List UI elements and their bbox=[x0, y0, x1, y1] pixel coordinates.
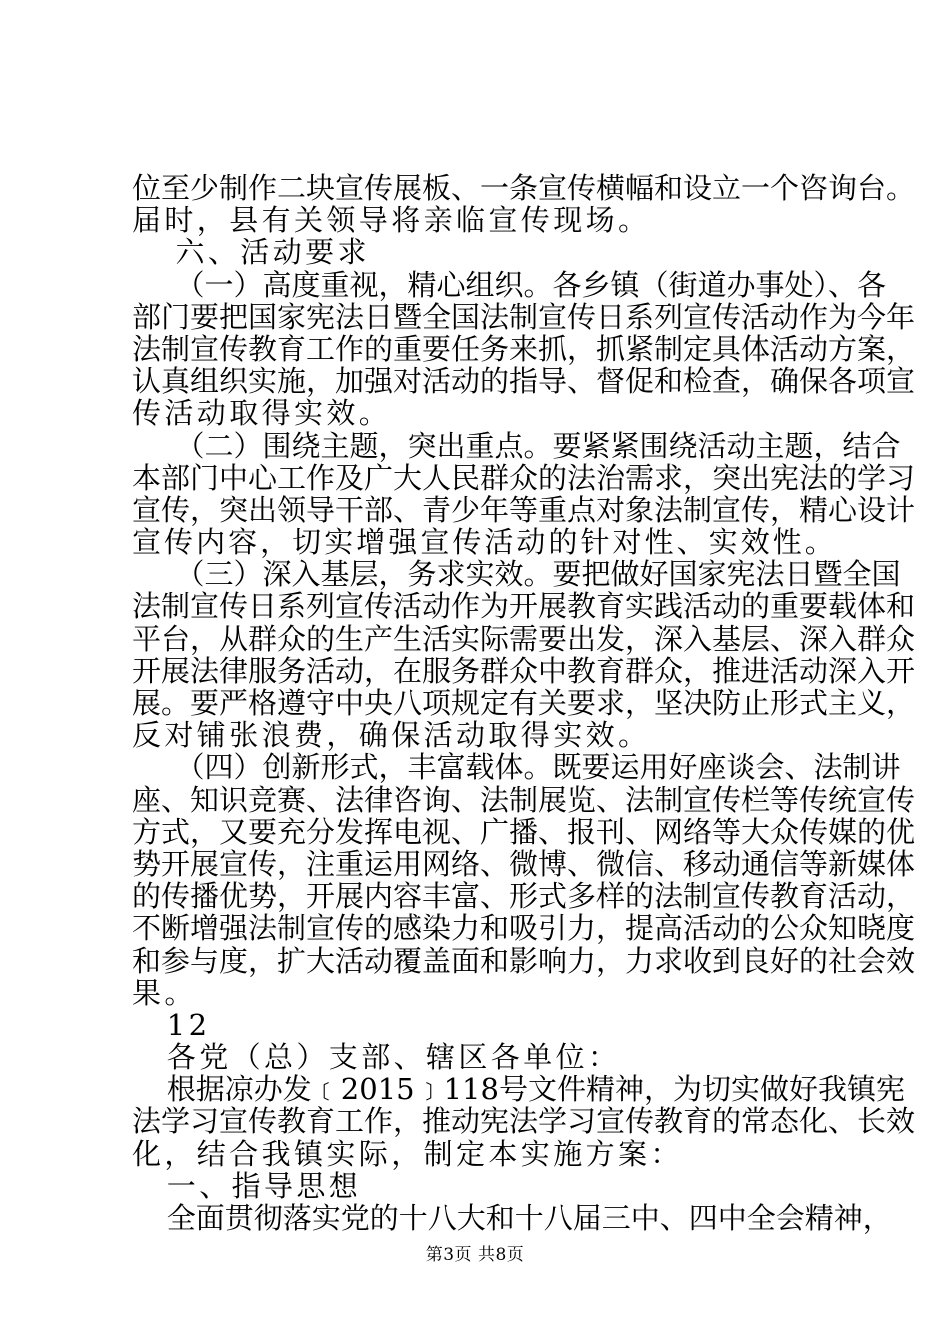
text-line: 的传播优势，开展内容丰富、形式多样的法制宣传教育活动， bbox=[132, 879, 916, 914]
page-number-label: 第3页 共8页 bbox=[425, 1245, 525, 1265]
text-line: （二）围绕主题，突出重点。要紧紧围绕活动主题，结合 bbox=[175, 428, 901, 463]
text-line: 部门要把国家宪法日暨全国法制宣传日系列宣传活动作为今年 bbox=[132, 299, 916, 334]
text-line: 座、知识竞赛、法律咨询、法制展览、法制宣传栏等传统宣传 bbox=[132, 782, 916, 817]
text-line: 法制宣传教育工作的重要任务来抓，抓紧制定具体活动方案， bbox=[132, 331, 916, 366]
text-line: 化，结合我镇实际，制定本实施方案： bbox=[132, 1136, 683, 1171]
text-line: 宣传内容，切实增强宣传活动的针对性、实效性。 bbox=[132, 525, 837, 560]
text-line: 本部门中心工作及广大人民群众的法治需求，突出宪法的学习 bbox=[132, 460, 916, 495]
text-line: 12 bbox=[166, 1007, 211, 1042]
text-line: 平台，从群众的生产生活实际需要出发，深入基层、深入群众 bbox=[132, 621, 916, 656]
text-line: 传活动取得实效。 bbox=[132, 396, 392, 431]
text-line: 展。要严格遵守中央八项规定有关要求，坚决防止形式主义， bbox=[132, 686, 916, 720]
page-footer bbox=[0, 1240, 950, 1265]
document-body bbox=[132, 171, 916, 1235]
text-line: 认真组织实施，加强对活动的指导、督促和检查，确保各项宣 bbox=[132, 364, 916, 399]
text-line: 不断增强法制宣传的感染力和吸引力，提高活动的公众知晓度 bbox=[132, 911, 916, 946]
text-line: 各党（总）支部、辖区各单位： bbox=[166, 1040, 621, 1075]
text-line: 势开展宣传，注重运用网络、微博、微信、移动通信等新媒体 bbox=[132, 846, 916, 881]
text-line: 六、活动要求 bbox=[175, 235, 370, 270]
text-line: 全面贯彻落实党的十八大和十八届三中、四中全会精神， bbox=[166, 1201, 892, 1235]
text-line: 和参与度，扩大活动覆盖面和影响力，力求收到良好的社会效 bbox=[132, 943, 916, 978]
text-line: 果。 bbox=[132, 975, 197, 1010]
text-line: 宣传，突出领导干部、青少年等重点对象法制宣传，精心设计 bbox=[132, 492, 916, 527]
text-line: （三）深入基层，务求实效。要把做好国家宪法日暨全国 bbox=[175, 557, 901, 592]
text-line: 法制宣传日系列宣传活动作为开展教育实践活动的重要载体和 bbox=[132, 589, 916, 624]
text-line: 位至少制作二块宣传展板、一条宣传横幅和设立一个咨询台。 bbox=[132, 171, 916, 205]
text-line: （一）高度重视，精心组织。各乡镇（街道办事处）、各 bbox=[175, 267, 887, 302]
text-line: 届时，县有关领导将亲临宣传现场。 bbox=[132, 203, 651, 238]
text-line: （四）创新形式，丰富载体。既要运用好座谈会、法制讲 bbox=[175, 750, 901, 785]
text-line: 一、指导思想 bbox=[166, 1168, 362, 1203]
text-line: 根据凉办发﹝2015﹞118号文件精神，为切实做好我镇宪 bbox=[166, 1072, 905, 1107]
text-line: 开展法律服务活动，在服务群众中教育群众，推进活动深入开 bbox=[132, 653, 916, 688]
text-line: 方式，又要充分发挥电视、广播、报刊、网络等大众传媒的优 bbox=[132, 814, 916, 849]
text-line: 法学习宣传教育工作，推动宪法学习宣传教育的常态化、长效 bbox=[132, 1104, 916, 1139]
text-line: 反对铺张浪费，确保活动取得实效。 bbox=[132, 718, 651, 753]
